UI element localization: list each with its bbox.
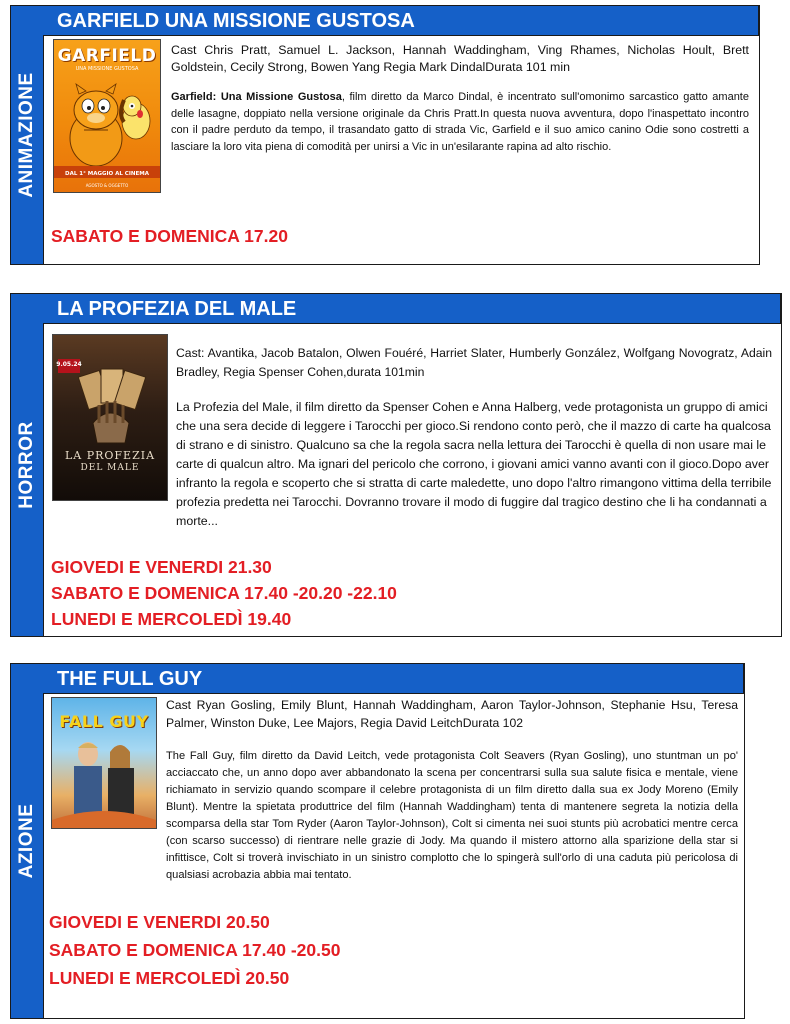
- movie-title-bar: [43, 294, 781, 324]
- synopsis-body: , film diretto da Marco Dindal, è incentrato sull'omonimo sarcastico gatto amante delle lasagne, doppiato nella versione originale da Chris Pratt.In questa nuova avventura, dopo l'inaspettato incontro con il padre perduto da tempo, il trasandato gatto di strada Vic, Garfield e il suo amico canino Odie sono costretti a lasciare la loro vita piena di comodità per unirsi a Vic in un'esilarante rapina ad alto rischio.: [171, 91, 749, 153]
- poster-title: LA PROFEZIA: [64, 449, 156, 462]
- poster-title: GARFIELD: [57, 46, 157, 66]
- movie-card-profezia: [10, 293, 782, 637]
- movie-title: LA PROFEZIA DEL MALE: [57, 298, 297, 320]
- movie-description: [176, 344, 772, 531]
- genre-sidebar: [11, 6, 44, 264]
- poster-release-date: DAL 1° MAGGIO AL CINEMA: [65, 171, 149, 177]
- showtime: SABATO E DOMENICA 17.40 -20.20 -22.10: [51, 583, 397, 603]
- movie-cast: Cast: Avantika, Jacob Batalon, Olwen Fouéré, Harriet Slater, Humberly González, Wolfgang Novogratz, Adain Bradley, Regia Spenser Cohen,durata 101min: [176, 346, 772, 379]
- movie-title-bar: [43, 664, 744, 694]
- movie-synopsis: [171, 89, 749, 155]
- showtime: GIOVEDI E VENERDI 20.50: [49, 912, 270, 932]
- showtimes: [51, 223, 288, 249]
- movie-poster: [51, 697, 157, 829]
- showtimes: [49, 908, 340, 992]
- movie-card-full-guy: [10, 663, 745, 1019]
- showtime: SABATO E DOMENICA 17.20: [51, 226, 288, 246]
- movie-title: THE FULL GUY: [57, 668, 203, 690]
- movie-card-garfield: [10, 5, 760, 265]
- movie-title: GARFIELD UNA MISSIONE GUSTOSA: [57, 10, 415, 32]
- tarot-hand-illustration: [53, 343, 167, 453]
- genre-label: AZIONE: [16, 803, 37, 879]
- genre-sidebar: [11, 294, 44, 636]
- movie-synopsis: [166, 748, 738, 884]
- movie-description: [171, 42, 749, 155]
- stuntman-couple-illustration: [52, 732, 156, 829]
- movie-cast: Cast Ryan Gosling, Emily Blunt, Hannah Waddingham, Aaron Taylor-Johnson, Stephanie Hsu, Teresa Palmer, Winston Duke, Lee Majors, Regia David LeitchDurata 102: [166, 698, 738, 730]
- movie-title-bar: [43, 6, 759, 36]
- movie-cast: Cast Chris Pratt, Samuel L. Jackson, Hannah Waddingham, Ving Rhames, Nicholas Hoult, Brett Goldstein, Cecily Strong, Bowen Yang Regia Mark DindalDurata 101 min: [171, 43, 749, 74]
- genre-label: ANIMAZIONE: [16, 72, 37, 198]
- garfield-cat-illustration: [54, 76, 160, 171]
- synopsis-body: The Fall Guy, film diretto da David Leitch, vede protagonista Colt Seavers (Ryan Gosling), uno stuntman un po' acciaccato che, un anno dopo aver abbandonato la scena per concentrarsi sulla sua salute fisica e mentale, viene richiamato in servizio quando scompare il celebre protagonista di un film diretto dalla sua ex Jody Moreno (Emily Blunt). Mentre la spietata produttrice del film (Hannah Waddingham) tenta di mantenere segreta la notizia della scomparsa della star Tom Ryder (Aaron Taylor-Johnson), Colt si cimenta nei suoi stunts più acrobatici mentre cerca (con scarso successo) di rientrare nelle grazie di Jody. Ma quando il mistero attorno alla sparizione della star si infittisce, Colt si troverà invischiato in un sinistro complotto che lo spingerà sull'orlo di una caduta più pericolosa di qualsiasi acrobazia abbia mai tentato.: [166, 750, 738, 881]
- poster-subtitle: UNA MISSIONE GUSTOSA: [75, 66, 139, 72]
- movie-poster: [52, 334, 168, 501]
- movie-description: [166, 696, 738, 884]
- poster-tag: AGOSTO & OGGETTO: [85, 183, 129, 188]
- movie-poster: [53, 39, 161, 193]
- showtime: LUNEDI E MERCOLEDÌ 20.50: [49, 968, 290, 988]
- showtime: SABATO E DOMENICA 17.40 -20.50: [49, 940, 341, 960]
- poster-release-date: 9.05.24: [56, 361, 82, 368]
- poster-title: FALL GUY: [59, 712, 149, 731]
- poster-subtitle: DEL MALE: [80, 463, 140, 473]
- genre-label: HORROR: [16, 421, 37, 509]
- synopsis-title: Garfield: Una Missione Gustosa: [171, 91, 342, 103]
- showtimes: [51, 554, 397, 632]
- showtime: LUNEDI E MERCOLEDÌ 19.40: [51, 609, 292, 629]
- showtime: GIOVEDI E VENERDI 21.30: [51, 557, 272, 577]
- movie-synopsis: [176, 398, 772, 531]
- genre-sidebar: [11, 664, 44, 1018]
- synopsis-body: La Profezia del Male, il film diretto da Spenser Cohen e Anna Halberg, vede protagonista un gruppo di amici che una sera decide di leggere i Tarocchi per gioco.Si rendono conto però, che il mazzo di carte ha qualcosa di strano e di sinistro. Qualcuno sa che la regola sacra nella lettura dei Tarocchi è quella di non usare mai le carte di qualcun altro. Ma ignari del pericolo che corrono, i giovani amici vanno avanti con il gioco.Dopo aver infranto la regola e scoperto che si stratta di carte maledette, uno dopo l'altro rimangono vittima della terribile profezia predetta nei Tarocchi. Dovranno trovare il modo di fuggire dal tragico destino che li ha condannati a morte...: [176, 400, 772, 528]
